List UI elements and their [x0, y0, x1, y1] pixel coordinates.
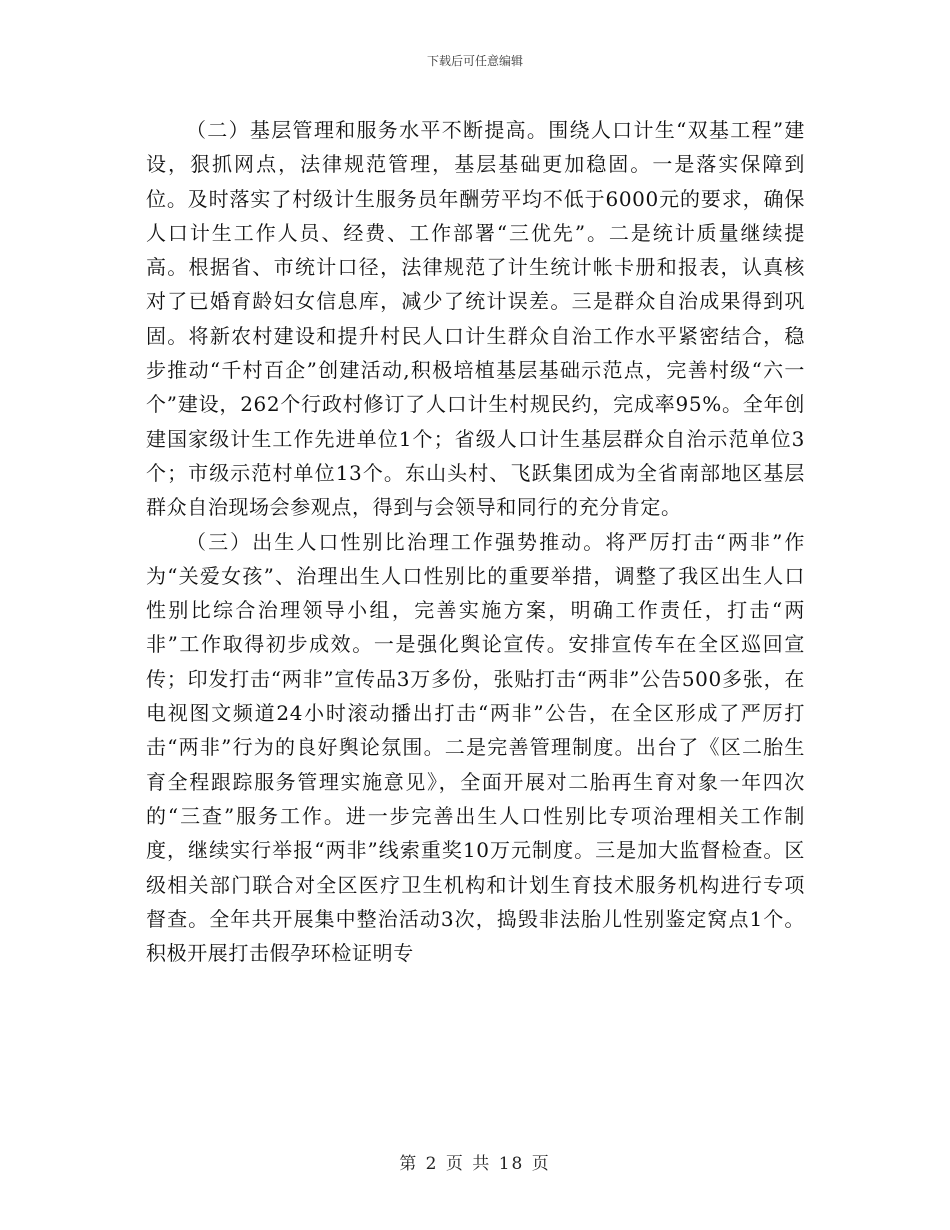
- paragraph-sex-ratio-governance: （三）出生人口性别比治理工作强势推动。将严厉打击“两非”作为“关爱女孩”、治理出生人口性别比的重要举措，调整了我区出生人口性别比综合治理领导小组，完善实施方案，明确工作责任，打击“两非”工作取得初步成效。一是强化舆论宣传。安排宣传车在全区巡回宣传；印发打击“两非”宣传品3万多份，张贴打击“两非”公告500多张，在电视图文频道24小时滚动播出打击“两非”公告，在全区形成了严厉打击“两非”行为的良好舆论氛围。二是完善管理制度。出台了《区二胎生育全程跟踪服务管理实施意见》，全面开展对二胎再生育对象一年四次的“三查”服务工作。进一步完善出生人口性别比专项治理相关工作制度，继续实行举报“两非”线索重奖10万元制度。三是加大监督检查。区级相关部门联合对全区医疗卫生机构和计划生育技术服务机构进行专项督查。全年共开展集中整治活动3次，捣毁非法胎儿性别鉴定窝点1个。积极开展打击假孕环检证明专: [146, 529, 805, 966]
- page-number: 第 2 页 共 18 页: [399, 1154, 551, 1174]
- document-body: [146, 113, 805, 970]
- paragraph-grassroots-management: （二）基层管理和服务水平不断提高。围绕人口计生“双基工程”建设，狠抓网点，法律规范管理，基层基础更加稳固。一是落实保障到位。及时落实了村级计生服务员年酬劳平均不低于6000元的要求，确保人口计生工作人员、经费、工作部署“三优先”。二是统计质量继续提高。根据省、市统计口径，法律规范了计生统计帐卡册和报表，认真核对了已婚育龄妇女信息库，减少了统计误差。三是群众自治成果得到巩固。将新农村建设和提升村民人口计生群众自治工作水平紧密结合，稳步推动“千村百企”创建活动,积极培植基层基础示范点，完善村级“六一个”建设，262个行政村修订了人口计生村规民约，完成率95%。全年创建国家级计生工作先进单位1个；省级人口计生基层群众自治示范单位3个；市级示范村单位13个。东山头村、飞跃集团成为全省南部地区基层群众自治现场会参观点，得到与会领导和同行的充分肯定。: [146, 118, 805, 520]
- page-header-note: 下载后可任意编辑: [426, 54, 523, 68]
